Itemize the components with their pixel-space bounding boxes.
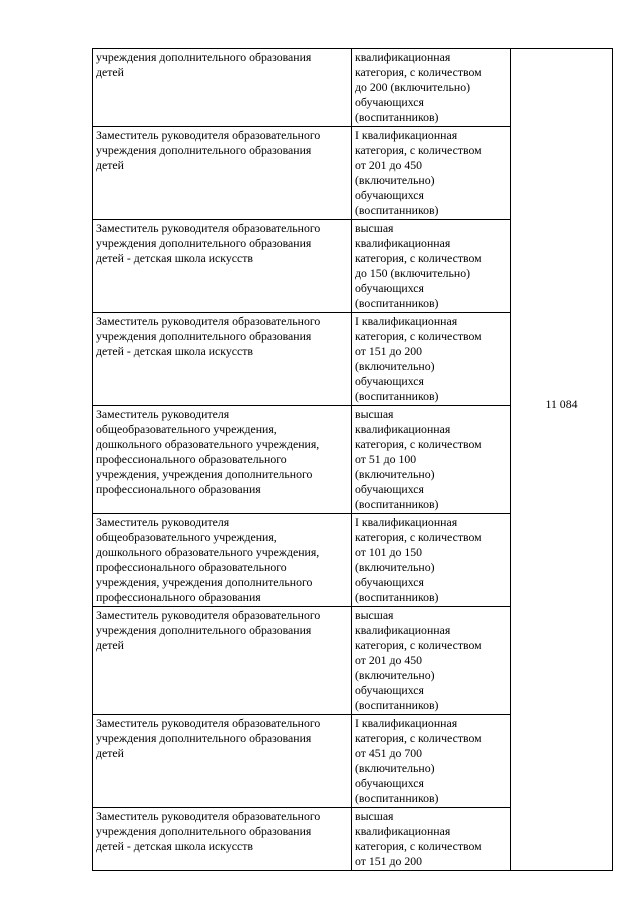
category-cell: I квалификационная категория, с количеством от 451 до 700 (включительно) обучающихся (воспитанников) (352, 715, 511, 808)
position-cell: Заместитель руководителя общеобразовательного учреждения, дошкольного образовательного учреждения, профессионального образовательного учреждения, учреждения дополнительного профессионального образования (93, 406, 352, 514)
position-cell: Заместитель руководителя образовательного учреждения дополнительного образования детей - детская школа искусств (93, 808, 352, 871)
position-cell: Заместитель руководителя образовательного учреждения дополнительного образования детей - детская школа искусств (93, 220, 352, 313)
position-cell: Заместитель руководителя общеобразовательного учреждения, дошкольного образовательного учреждения, профессионального образовательного учреждения, учреждения дополнительного профессионального образования (93, 514, 352, 607)
table-row (93, 49, 613, 127)
category-cell: высшая квалификационная категория, с количеством от 151 до 200 (352, 808, 511, 871)
salary-cell (511, 49, 613, 871)
category-cell: высшая квалификационная категория, с количеством до 150 (включительно) обучающихся (воспитанников) (352, 220, 511, 313)
position-cell: учреждения дополнительного образования детей (93, 49, 352, 127)
category-cell: квалификационная категория, с количеством до 200 (включительно) обучающихся (воспитанников) (352, 49, 511, 127)
category-cell: I квалификационная категория, с количеством от 201 до 450 (включительно) обучающихся (воспитанников) (352, 127, 511, 220)
position-cell: Заместитель руководителя образовательного учреждения дополнительного образования детей (93, 607, 352, 715)
category-cell: I квалификационная категория, с количеством от 151 до 200 (включительно) обучающихся (воспитанников) (352, 313, 511, 406)
position-cell: Заместитель руководителя образовательного учреждения дополнительного образования детей (93, 127, 352, 220)
category-cell: высшая квалификационная категория, с количеством от 201 до 450 (включительно) обучающихся (воспитанников) (352, 607, 511, 715)
category-cell: высшая квалификационная категория, с количеством от 51 до 100 (включительно) обучающихся (воспитанников) (352, 406, 511, 514)
salary-value: 11 084 (545, 397, 578, 411)
salary-table (92, 48, 613, 871)
category-cell: I квалификационная категория, с количеством от 101 до 150 (включительно) обучающихся (воспитанников) (352, 514, 511, 607)
position-cell: Заместитель руководителя образовательного учреждения дополнительного образования детей - детская школа искусств (93, 313, 352, 406)
position-cell: Заместитель руководителя образовательного учреждения дополнительного образования детей (93, 715, 352, 808)
